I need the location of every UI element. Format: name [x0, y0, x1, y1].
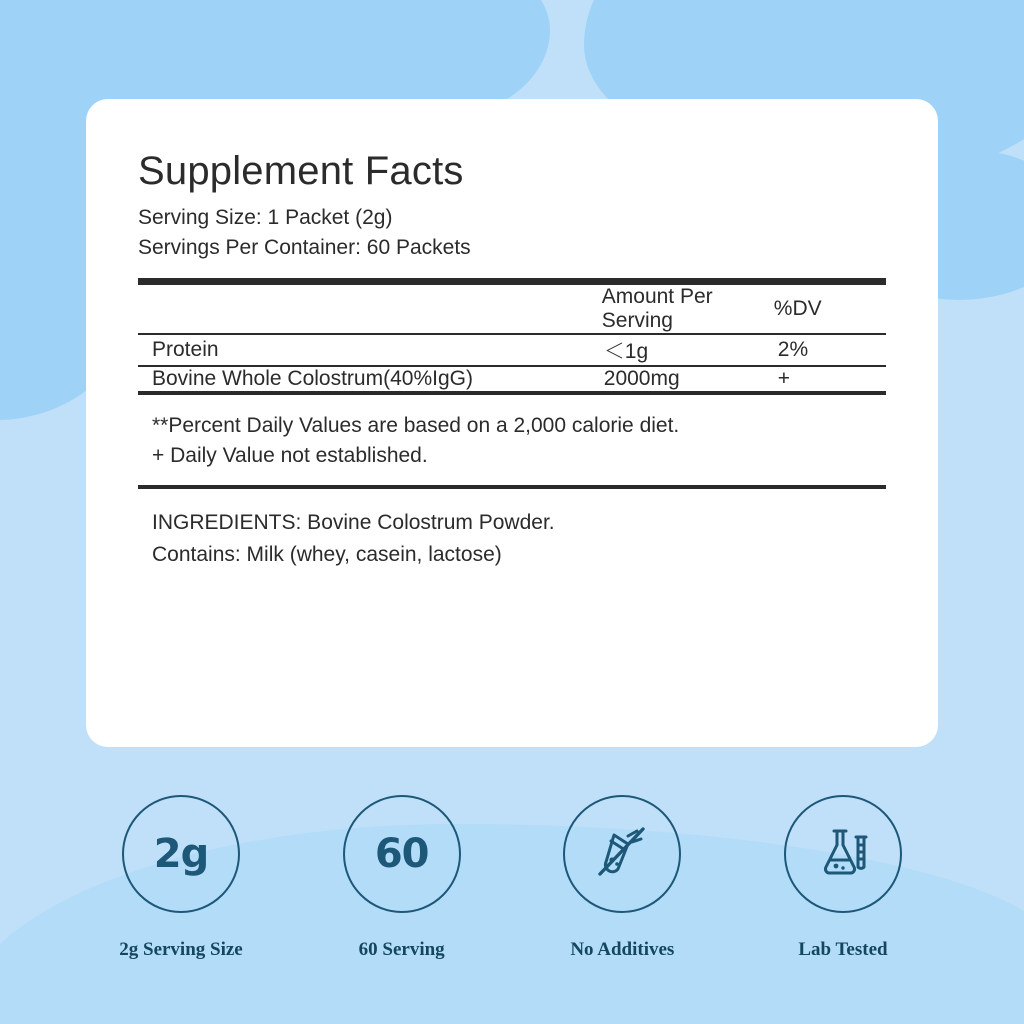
footnote-daily-values: **Percent Daily Values are based on a 2,000 calorie diet. — [152, 414, 680, 438]
nutrition-row-colostrum-table — [138, 367, 886, 391]
badge-circle — [784, 795, 902, 913]
header-blank — [138, 285, 602, 333]
badge-no-additives — [527, 795, 717, 961]
row-name-protein: Protein — [152, 338, 219, 362]
badge-label: Lab Tested — [798, 939, 888, 960]
badge-serving-size — [86, 795, 276, 961]
table-header-row — [138, 285, 886, 333]
ingredients-block — [138, 489, 886, 572]
header-amount-per-serving — [602, 285, 774, 333]
serving-size-text: Serving Size: 1 Packet (2g) — [138, 206, 393, 229]
ingredients-text: INGREDIENTS: Bovine Colostrum Powder. — [152, 510, 555, 534]
nutrition-row-protein-table — [138, 335, 886, 365]
nutrition-table — [138, 285, 886, 333]
header-daily-value: %DV — [773, 296, 822, 320]
header-amount-line2: Serving — [601, 309, 673, 333]
row-amount-colostrum: 2000mg — [603, 367, 680, 391]
divider-thick-top — [138, 278, 886, 285]
badge-circle — [343, 795, 461, 913]
no-additives-icon — [587, 817, 657, 892]
badge-row — [86, 795, 938, 961]
footnote-block — [138, 395, 886, 485]
badge-value: 2g — [153, 831, 209, 877]
badge-circle — [122, 795, 240, 913]
badge-value: 60 — [374, 831, 429, 877]
row-dv-colostrum: + — [777, 367, 791, 391]
badge-label: 60 Serving — [358, 939, 445, 960]
badge-circle — [563, 795, 681, 913]
row-dv-protein: 2% — [777, 338, 809, 362]
table-row — [138, 367, 886, 391]
contains-text: Contains: Milk (whey, casein, lactose) — [152, 543, 502, 567]
supplement-facts-card — [86, 99, 938, 747]
servings-per-container-text: Servings Per Container: 60 Packets — [138, 236, 471, 260]
footnote-dv-not-established: + Daily Value not established. — [152, 443, 428, 467]
header-amount-line1: Amount Per — [601, 284, 713, 308]
row-amount-protein: ＜1g — [603, 340, 649, 364]
table-row — [138, 335, 886, 365]
lab-flask-icon — [808, 817, 878, 892]
badge-label: No Additives — [570, 939, 675, 960]
badge-lab-tested — [748, 795, 938, 961]
badge-label: 2g Serving Size — [119, 939, 243, 960]
row-name-colostrum: Bovine Whole Colostrum(40%IgG) — [152, 367, 473, 391]
badge-serving-count — [307, 795, 497, 961]
page-title: Supplement Facts — [138, 149, 464, 193]
